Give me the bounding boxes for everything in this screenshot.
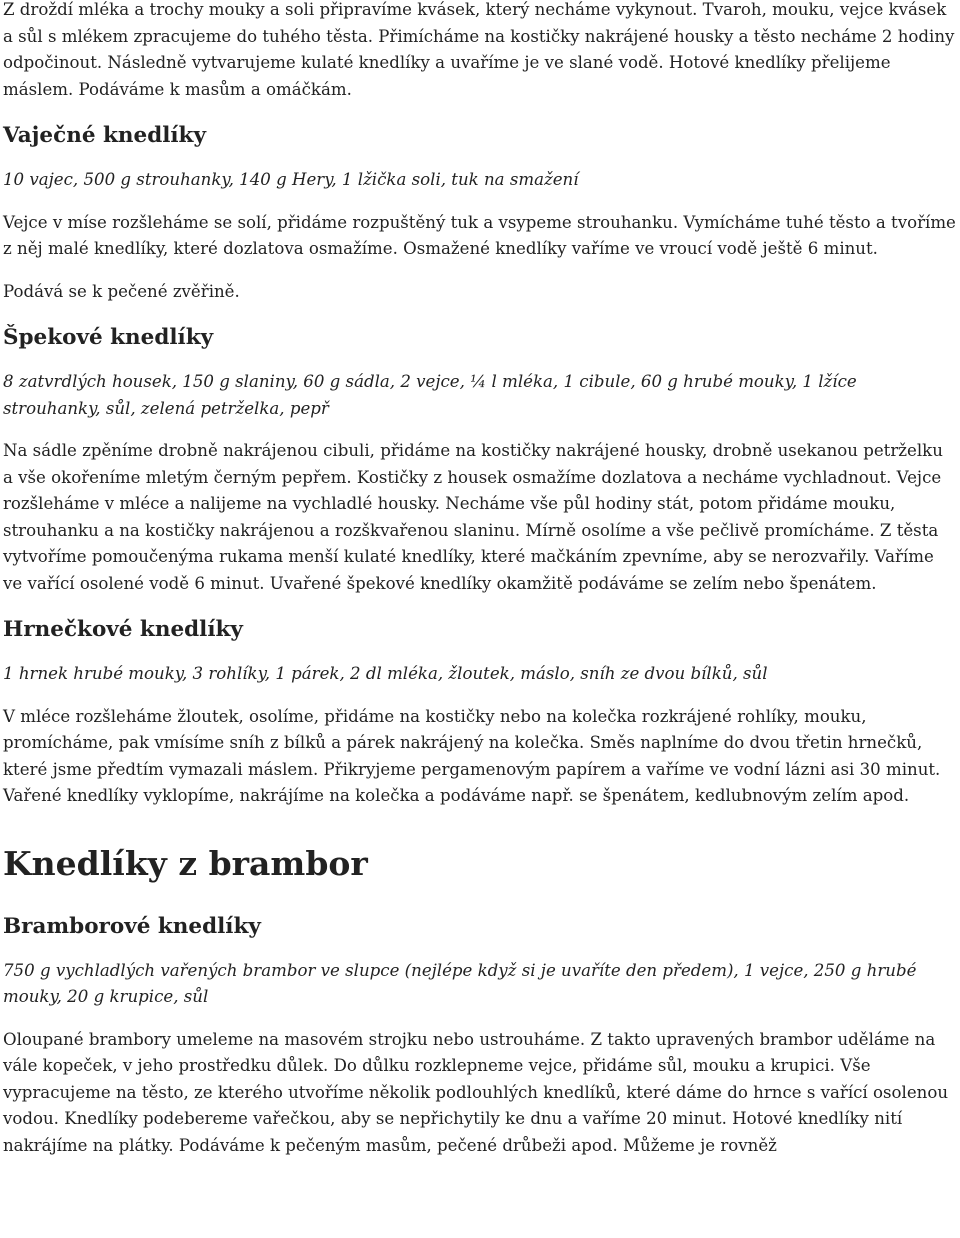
recipe-method-spekove: Na sádle zpěníme drobně nakrájenou cibuli, přidáme na kostičky nakrájené housky, drobně usekanou petrželku a vše okořeníme mletým černým pepřem. Kostičky z housek osmažíme dozlatova a necháme vychladnout. Vejce rozšleháme v mléce a nalijeme na vychladlé housky. Necháme vše půl hodiny stát, potom přidáme mouku, strouhanku a na kostičky nakrájenou a rozškvařenou slaninu. Mírně osolíme a vše pečlivě promícháme. Z těsta vytvoříme pomoučenýma rukama menší kulaté knedlíky, které mačkáním zpevníme, aby se nerozvařily. Vaříme ve vařící osolené vodě 6 minut. Uvařené špekové knedlíky okamžitě podáváme se zelím nebo špenátem. [3, 441, 943, 593]
recipe-title-bramborove: Bramborové knedlíky [3, 913, 261, 939]
recipe-ingredients-vajecne: 10 vajec, 500 g strouhanky, 140 g Hery, 1 lžička soli, tuk na smažení [3, 170, 579, 189]
recipe-ingredients-spekove: 8 zatvrdlých housek, 150 g slaniny, 60 g sádla, 2 vejce, ¼ l mléka, 1 cibule, 60 g hrubé mouky, 1 lžíce strouhanky, sůl, zelená petrželka, pepř [3, 372, 857, 418]
recipe-method-vajecne: Vejce v míse rozšleháme se solí, přidáme rozpuštěný tuk a vsypeme strouhanku. Vymícháme tuhé těsto a tvoříme z něj malé knedlíky, které dozlatova osmažíme. Osmažené knedlíky vaříme ve vroucí vodě ještě 6 minut. [3, 212, 956, 258]
recipe-ingredients-hrneckove: 1 hrnek hrubé mouky, 3 rohlíky, 1 párek, 2 dl mléka, žloutek, máslo, sníh ze dvou bílků, sůl [3, 664, 768, 683]
recipe-title-vajecne: Vaječné knedlíky [3, 123, 206, 148]
recipe-title-spekove: Špekové knedlíky [3, 325, 214, 350]
section-title-brambory: Knedlíky z brambor [3, 843, 368, 883]
intro-paragraph: Z droždí mléka a trochy mouky a soli připravíme kvásek, který necháme vykynout. Tvaroh, mouku, vejce kvásek a sůl s mlékem zpracujeme do tuhého těsta. Přimícháme na kostičky nakrájené housky a těsto necháme 2 hodiny odpočinout. Následně vytvarujeme kulaté knedlíky a uvaříme je ve slané vodě. Hotové knedlíky přelijeme máslem. Podáváme k masům a omáčkám. [3, 0, 955, 99]
recipe-ingredients-bramborove: 750 g vychladlých vařených brambor ve slupce (nejlépe když si je uvaříte den předem), 1 vejce, 250 g hrubé mouky, 20 g krupice, sůl [3, 960, 917, 1006]
recipe-serving-vajecne: Podává se k pečené zvěřině. [3, 281, 240, 301]
document-page [3, 0, 958, 1159]
recipe-method-hrneckove: V mléce rozšleháme žloutek, osolíme, přidáme na kostičky nebo na kolečka rozkrájené rohlíky, mouku, promícháme, pak vmísíme sníh z bílků a párek nakrájený na kolečka. Směs naplníme do dvou třetin hrnečků, které jsme předtím vymazali máslem. Přikryjeme pergamenovým papírem a vaříme ve vodní lázni asi 30 minut. Vařené knedlíky vyklopíme, nakrájíme na kolečka a podáváme např. se špenátem, kedlubnovým zelím apod. [3, 706, 941, 805]
recipe-method-bramborove: Oloupané brambory umeleme na masovém strojku nebo ustrouháme. Z takto upravených brambor uděláme na vále kopeček, v jeho prostředku důlek. Do důlku rozklepneme vejce, přidáme sůl, mouku a krupici. Vše vypracujeme na těsto, ze kterého utvoříme několik podlouhlých knedlíků, které dáme do hrnce s vařící osolenou vodou. Knedlíky podebereme vařečkou, aby se nepřichytily ke dnu a vaříme 20 minut. Hotové knedlíky nití nakrájíme na plátky. Podáváme k pečeným masům, pečené drůbeži apod. Můžeme je rovněž [3, 1029, 949, 1155]
recipe-title-hrneckove: Hrnečkové knedlíky [3, 617, 243, 642]
